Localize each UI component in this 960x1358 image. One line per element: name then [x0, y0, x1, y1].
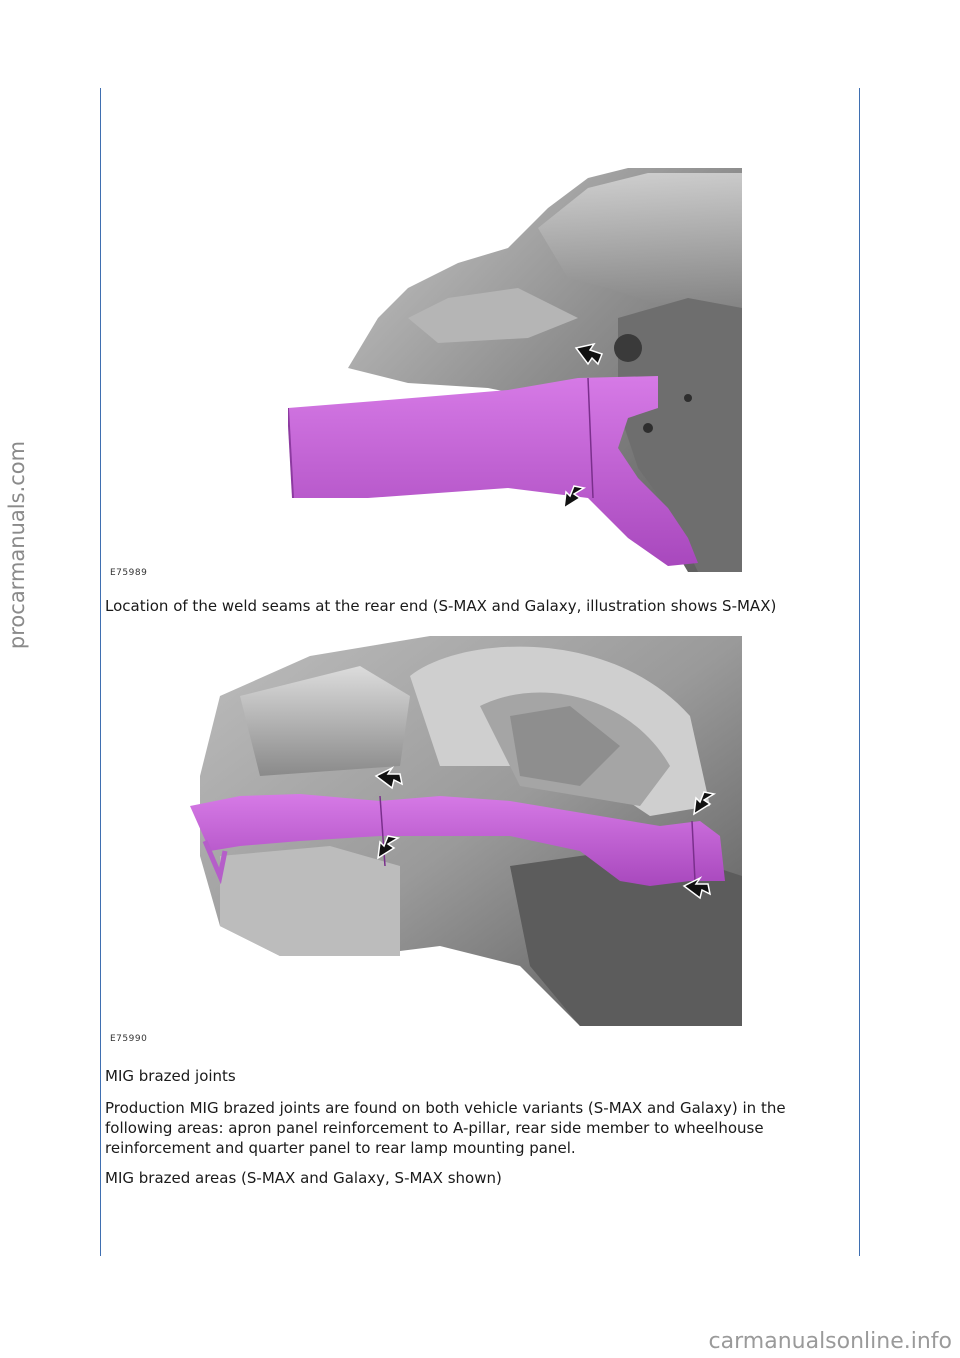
- side-watermark: [2, 380, 32, 710]
- body-paragraph: Production MIG brazed joints are found on both vehicle variants (S-MAX and Galaxy) in the following areas: apron panel reinforcement to A-pillar, rear side member to wheelhouse reinforcement and quarter panel to rear lamp mounting panel.: [105, 1099, 786, 1157]
- figure1-id: E75989: [110, 568, 148, 578]
- figure2-id: E75990: [110, 1034, 148, 1044]
- figure-rear-end-weld-seams: [288, 168, 742, 572]
- right-margin-rule: [859, 88, 860, 1256]
- rear-end-illustration: [288, 168, 742, 572]
- figure1-caption: Location of the weld seams at the rear end (S-MAX and Galaxy, illustration shows S-MAX): [105, 597, 777, 615]
- figure-mig-brazed-areas: [180, 636, 742, 1026]
- side-watermark-text: procarmanuals.com: [5, 440, 29, 650]
- figure-caption-mig: MIG brazed areas (S-MAX and Galaxy, S-MAX shown): [105, 1169, 502, 1187]
- mig-brazed-illustration: [180, 636, 742, 1026]
- bottom-watermark: carmanualsonline.info: [708, 1329, 952, 1354]
- left-margin-rule: [100, 88, 101, 1256]
- section-heading: MIG brazed joints: [105, 1067, 236, 1085]
